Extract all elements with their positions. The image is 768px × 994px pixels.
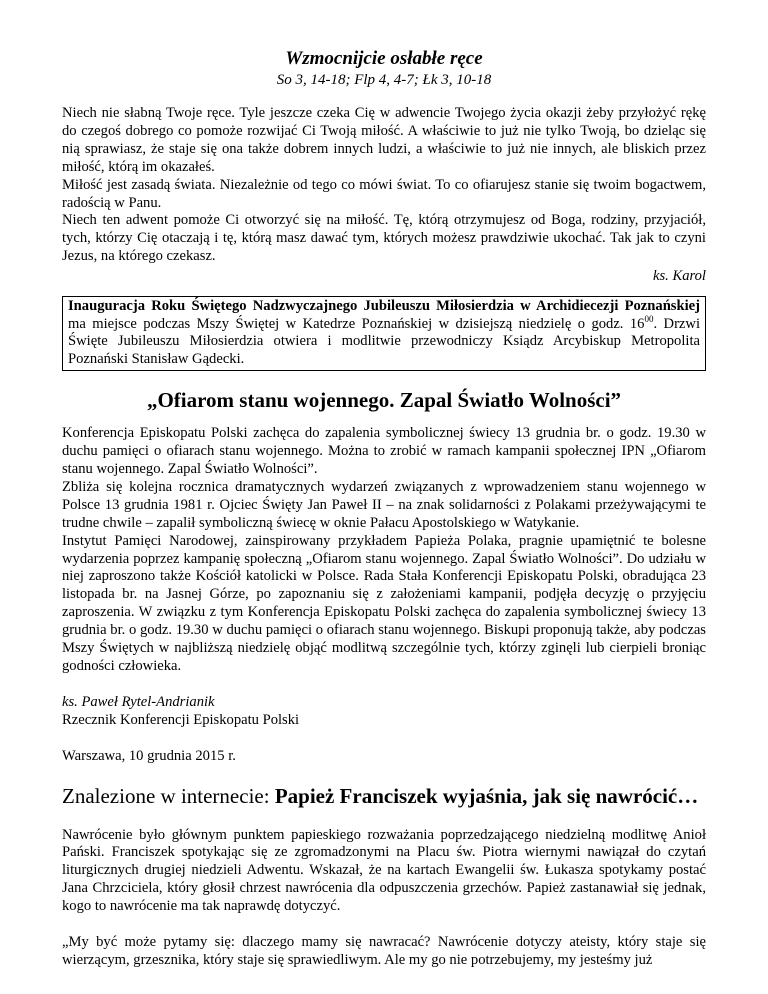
- article-title: „Ofiarom stanu wojennego. Zapal Światło Wolności”: [146, 388, 622, 413]
- publication-date: Warszawa, 10 grudnia 2015 r.: [62, 747, 236, 764]
- time-superscript: 00: [644, 313, 654, 324]
- article-martial-law: [62, 388, 706, 765]
- document-page: [62, 0, 706, 970]
- author-signature: ks. Karol: [653, 268, 706, 285]
- paragraph: Niech ten adwent pomoże Ci otworzyć się na miłość. Tę, którą otrzymujesz od Boga, rodziny, przyjaciół, tych, którzy Cię otaczają i tę, którą masz dawać tym, których możesz prawdziwie ukochać. Tak jak to czyni Jezus, na którego czekasz.: [62, 212, 706, 265]
- article-reflection: [62, 48, 706, 285]
- author-role: Rzecznik Konferencji Episkopatu Polski: [62, 711, 300, 728]
- article-title: Wzmocnijcie osłabłe ręce: [285, 48, 483, 69]
- paragraph: Instytut Pamięci Narodowej, zainspirowany przykładem Papieża Polaka, pragnie upamiętnić te bolesne wydarzenia poprzez kampanię społeczną „Ofiarom stanu wojennego. Zapal Światło Wolności”. Do udziału w niej zaproszono także Kościół katolicki w Polsce. Rada Stała Konferencji Episkopatu Polski, obradująca 23 listopada br. na Jasnej Górze, po zapoznaniu się z założeniami kampanii, podjęła decyzję o przyjęciu zaproszenia. W związku z tym Konferencja Episkopatu Polski zachęca do zapalenia symbolicznej świecy 13 grudnia br. o godz. 19.30 w duchu pamięci o ofiarach stanu wojennego. Biskupi proponują także, aby podczas Mszy Świętych w najbliższą niedzielę objąć modlitwą szczególnie tych, którzy zginęli lub cierpieli broniąc godności człowieka.: [62, 532, 706, 674]
- announcement-text: [68, 298, 700, 368]
- paragraph: „My być może pytamy się: dlaczego mamy się nawracać? Nawrócenie dotyczy ateisty, który staje się wierzącym, grzesznika, który staje się sprawiedliwym. Ale my go nie potrzebujemy, my jesteśmy już: [62, 934, 706, 968]
- paragraph: Nawrócenie było głównym punktem papieskiego rozważania poprzedzającego niedzielną modlitwę Anioł Pański. Franciszek spotykając się ze zgromadzonymi na Placu św. Piotra wiernymi nawiązał do czytań liturgicznych drugiej niedzieli Adwentu. Wskazał, że na kartach Ewangelii św. Łukasza spotykamy postać Jana Chrzciciela, który głosił chrzest nawrócenia dla odpuszczenia grzechów. Papież zastanawiał się jednak, kogo to nawrócenie ma tak naprawdę dotyczyć.: [62, 826, 706, 915]
- announcement-body: ma miejsce podczas Mszy Świętej w Katedrze Poznańskiej w dzisiejszą niedzielę o godz. 16: [68, 315, 645, 332]
- article-body: [62, 425, 706, 676]
- title-main: Papież Franciszek wyjaśnia, jak się nawrócić…: [274, 783, 699, 808]
- title-prefix: Znalezione w internecie:: [62, 783, 275, 808]
- article-pope-francis: [62, 784, 706, 970]
- announcement-heading: Inauguracja Roku Świętego Nadzwyczajnego Jubileuszu Miłosierdzia w Archidiecezji Poznańskiej: [68, 298, 700, 315]
- article-body: [62, 827, 706, 970]
- paragraph: Niech nie słabną Twoje ręce. Tyle jeszcze czeka Cię w adwencie Twojego życia okazji żeby przyłożyć rękę do czegoś dobrego co pomoże rozwijać Ci Twoją miłość. A właściwie to już nie tylko Twoją, bo dzieląc się nią sprawiasz, że staje się ona także dobrem innych ludzi, a właściwie to już nie innych, ale bliskich przez miłość, którą im okazałeś.: [62, 105, 706, 175]
- article-body: [62, 105, 706, 266]
- paragraph: Miłość jest zasadą świata. Niezależnie od tego co mówi świat. To co ofiarujesz stanie się twoim bogactwem, radością w Panu.: [62, 176, 706, 211]
- announcement-body-end: . Drzwi Święte Jubileuszu Miłosierdzia otwiera i modlitwie przewodniczy Ksiądz Arcybiskup Metropolita Poznański Stanisław Gądecki.: [68, 315, 700, 367]
- article-title: [62, 784, 706, 809]
- scripture-references: So 3, 14-18; Flp 4, 4-7; Łk 3, 10-18: [276, 72, 492, 88]
- announcement-box: [62, 296, 706, 371]
- paragraph: Konferencja Episkopatu Polski zachęca do zapalenia symbolicznej świecy 13 grudnia br. o godz. 19.30 w duchu pamięci o ofiarach stanu wojennego. Można to zrobić w ramach kampanii społecznej IPN „Ofiarom stanu wojennego. Zapal Światło Wolności”.: [62, 425, 706, 477]
- author-name: ks. Paweł Rytel-Andrianik: [62, 693, 215, 710]
- paragraph: Zbliża się kolejna rocznica dramatycznych wydarzeń związanych z wprowadzeniem stanu wojennego w Polsce 13 grudnia 1981 r. Ojciec Święty Jan Paweł II – na znak solidarności z Polakami przeżywającymi te trudne chwile – zapalił symboliczną świecę w oknie Pałacu Apostolskiego w Watykanie.: [62, 478, 706, 531]
